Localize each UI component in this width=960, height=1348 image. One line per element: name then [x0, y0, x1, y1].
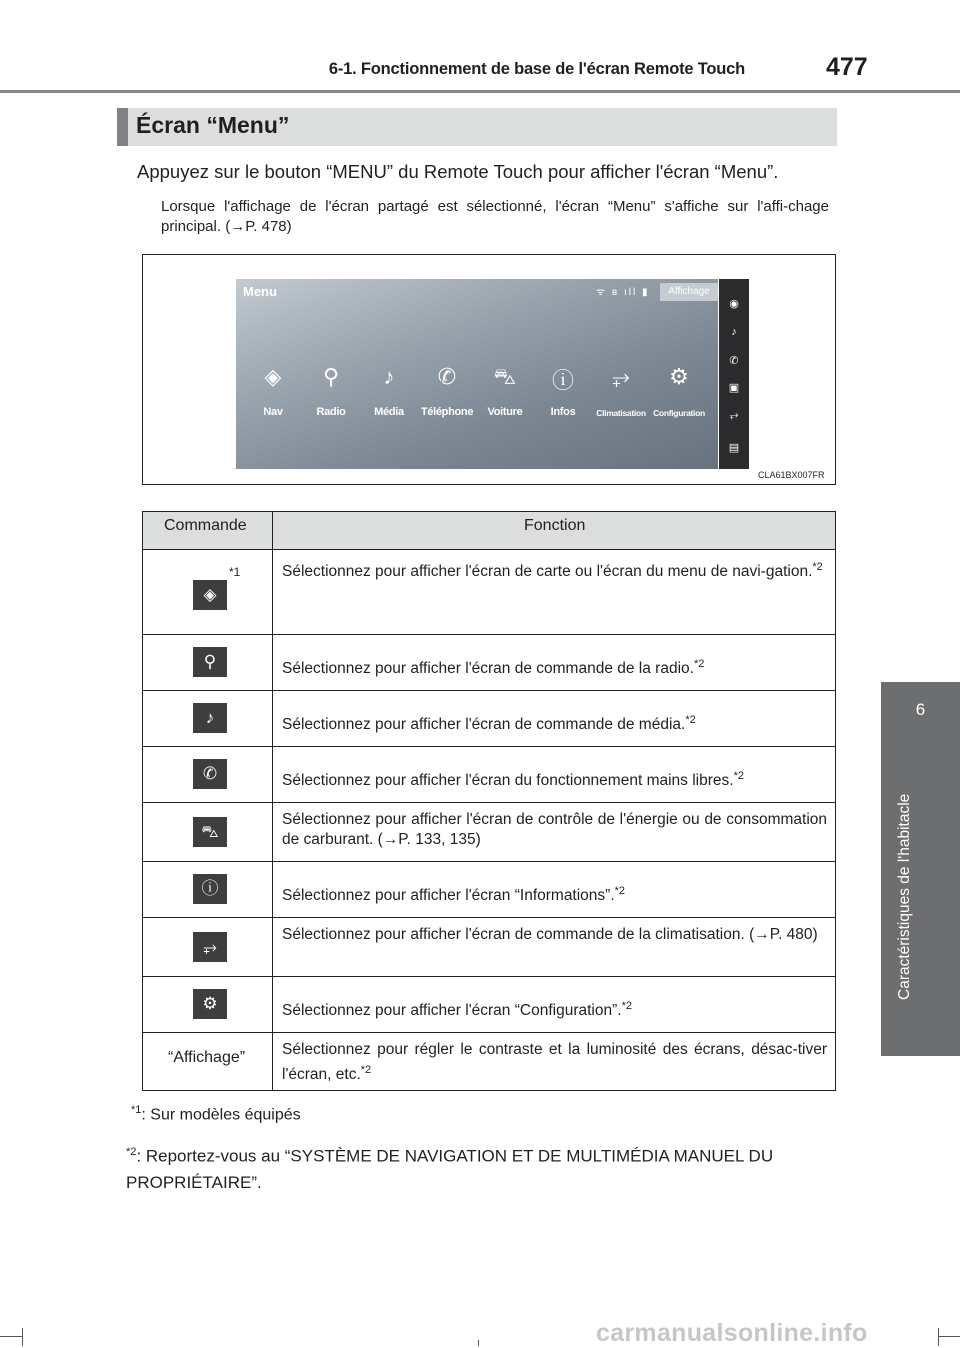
- screen-side-icon[interactable]: ▣: [728, 382, 740, 394]
- footnote-ref: *2: [360, 1064, 372, 1076]
- radio-icon: ⚲: [193, 647, 227, 677]
- screen-app-label: Configuration: [653, 408, 705, 418]
- function-description: [282, 881, 827, 906]
- table-rule: [143, 917, 836, 918]
- screen-app-label: Infos: [550, 406, 576, 418]
- screen-title: Menu: [243, 284, 277, 299]
- function-text: Sélectionnez pour afficher l'écran de contrôle de l'énergie ou de consommation de carburant. (→P. 133, 135): [282, 811, 827, 848]
- chapter-label-bar: [881, 760, 960, 1056]
- screen-app-label: Média: [374, 406, 404, 418]
- screen-app-label: Climatisation: [596, 408, 646, 418]
- header-rule: [0, 90, 960, 93]
- footnote-ref: *2: [812, 561, 823, 573]
- table-rule: [143, 976, 836, 977]
- table-rule: [143, 746, 836, 747]
- climate-side-icon[interactable]: ⥅: [729, 409, 739, 421]
- function-description: [282, 810, 827, 850]
- table-rule: [143, 1032, 836, 1033]
- footnote-mark: *2: [126, 1146, 137, 1158]
- footnote-ref: *2: [685, 714, 696, 726]
- chapter-label: Caractéristiques de l'habitacle: [896, 793, 913, 1000]
- screen-phone-icon[interactable]: ✆: [437, 364, 457, 389]
- table-header-commande: Commande: [164, 517, 247, 534]
- screen-car-icon[interactable]: ⛍: [493, 364, 517, 389]
- section-title-accent: [117, 108, 128, 146]
- phone-icon: ✆: [193, 759, 227, 789]
- function-description: [282, 654, 827, 679]
- function-text: Sélectionnez pour afficher l'écran de commande de la climatisation. (→P. 480): [282, 926, 818, 943]
- car-icon: ⛍: [193, 817, 227, 847]
- screen-app-label: Radio: [316, 406, 346, 418]
- footnote-mark: *1: [131, 1104, 142, 1116]
- screen-radio-icon[interactable]: ⚲: [322, 364, 340, 389]
- page-number: 477: [826, 53, 868, 81]
- screen-app-label: Voiture: [487, 406, 523, 418]
- function-text: Sélectionnez pour afficher l'écran de commande de média.: [282, 716, 686, 734]
- table-rule: [143, 690, 836, 691]
- function-text: Sélectionnez pour afficher l'écran de carte ou l'écran du menu de navi-gation.: [282, 563, 813, 581]
- function-description: [282, 710, 827, 735]
- watermark: carmanualsonline.info: [596, 1319, 868, 1347]
- section-title: Écran “Menu”: [136, 112, 290, 138]
- footnote-ref: *2: [693, 658, 705, 670]
- function-description: [282, 1040, 827, 1085]
- intro-text: Appuyez sur le bouton “MENU” du Remote Touch pour afficher l'écran “Menu”.: [137, 161, 779, 182]
- function-text: Sélectionnez pour afficher l'écran de commande de la radio.: [282, 660, 694, 678]
- music-side-icon[interactable]: ♪: [731, 326, 737, 338]
- chapter-number: 6: [915, 700, 926, 719]
- table-rule: [143, 549, 836, 550]
- nav-side-icon[interactable]: ◉: [729, 298, 739, 310]
- figure-code: CLA61BX007FR: [758, 470, 825, 480]
- chapter-tab: [881, 682, 960, 760]
- display-side-icon[interactable]: ▤: [728, 442, 740, 454]
- footnote-text: : Reportez-vous au “SYSTÈME DE NAVIGATION ET DE MULTIMÉDIA MANUEL DU PROPRIÉTAIRE”.: [126, 1146, 774, 1192]
- navigation-icon: ◈: [193, 580, 227, 610]
- function-description: [282, 766, 827, 791]
- command-label: “Affichage”: [168, 1049, 246, 1066]
- footnote-ref: *2: [733, 770, 744, 782]
- screen-app-label: Téléphone: [420, 406, 474, 418]
- function-text: Sélectionnez pour régler le contraste et la luminosité des écrans, désac-tiver l'écran, etc.: [282, 1041, 827, 1084]
- crop-mark: [22, 1328, 23, 1346]
- footnote-ref: *2: [614, 885, 626, 897]
- footnote-ref: *1: [229, 565, 241, 579]
- crop-mark: [938, 1336, 960, 1337]
- footnote-2: [126, 1139, 846, 1196]
- table-rule: [143, 802, 836, 803]
- status-icons: ᯤ ʙ ıll ▮: [596, 287, 650, 298]
- info-icon: ⓘ: [193, 874, 227, 904]
- function-text: Sélectionnez pour afficher l'écran “Informations”.: [282, 887, 615, 905]
- screen-navigation-icon[interactable]: ◈: [264, 364, 282, 389]
- settings-icon: ⚙: [193, 989, 227, 1019]
- function-description: [282, 925, 827, 945]
- screen-info-icon[interactable]: ⓘ: [551, 368, 574, 393]
- phone-side-icon[interactable]: ✆: [729, 355, 739, 367]
- footnote-text: : Sur modèles équipés: [141, 1106, 301, 1124]
- function-text: Sélectionnez pour afficher l'écran “Configuration”.: [282, 1002, 622, 1020]
- footnote-ref: *2: [621, 1000, 632, 1012]
- note-text: Lorsque l'affichage de l'écran partagé est sélectionné, l'écran “Menu” s'affiche sur l'affi-chage principal. (→P. 478): [161, 198, 829, 235]
- function-text: Sélectionnez pour afficher l'écran du fonctionnement mains libres.: [282, 772, 734, 790]
- screen-settings-icon[interactable]: ⚙: [669, 364, 689, 389]
- affichage-button[interactable]: Affichage: [660, 283, 718, 301]
- function-description: [282, 557, 827, 582]
- table-rule: [143, 634, 836, 635]
- running-header: 6-1. Fonctionnement de base de l'écran Remote Touch: [328, 60, 745, 78]
- screen-app-label: Nav: [263, 406, 283, 418]
- table-rule: [143, 861, 836, 862]
- table-column-divider: [272, 512, 273, 1090]
- crop-mark: [938, 1328, 939, 1346]
- screen-climate-icon[interactable]: ⥅: [612, 364, 630, 389]
- crop-mark: [478, 1340, 479, 1346]
- footnote-1: [131, 1104, 301, 1124]
- music-note-icon: ♪: [193, 703, 227, 733]
- crop-mark: [0, 1336, 22, 1337]
- function-description: [282, 996, 827, 1021]
- screen-music-note-icon[interactable]: ♪: [383, 364, 395, 389]
- table-header-fonction: Fonction: [524, 517, 586, 534]
- climate-icon: ⥅: [193, 932, 227, 962]
